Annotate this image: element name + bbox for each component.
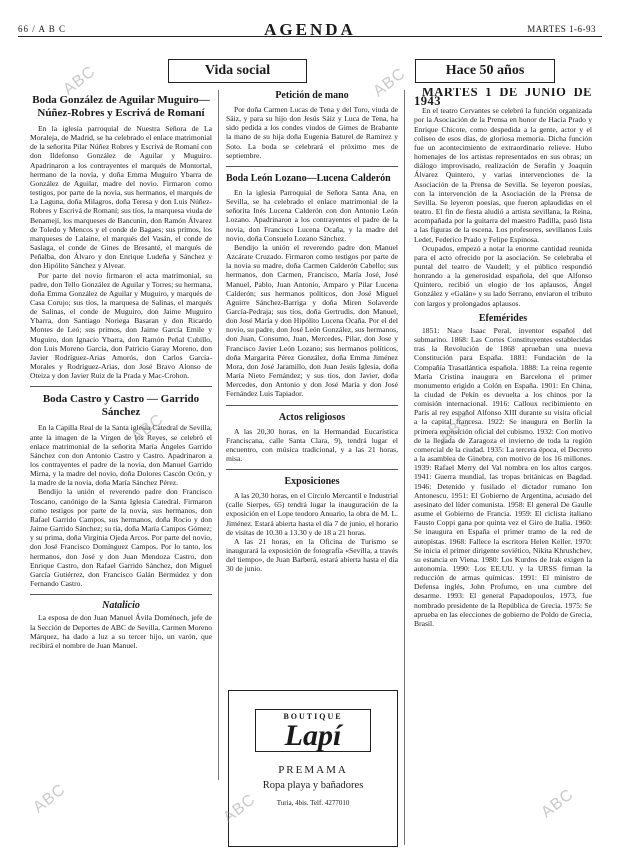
issue-date: MARTES 1-6-93 [527,24,596,34]
left-divider-1 [30,386,212,387]
exhibitions-title: Exposiciones [284,476,340,488]
birth-title: Natalicio [102,600,140,612]
banner-vida-social: Vida social [168,59,307,83]
banner-hace-50-anos: Hace 50 años [415,59,555,83]
page-ref: 66 / A B C [18,24,67,34]
left-divider-2 [30,594,212,595]
history-p2: Ocupados, empezó a notar la enorme cantidad reunida para el acto ofrecido por la asociación. Se celebraba el puntal del teatro de Vaudell; y el público respondió honrando a la generosidad española, del que Alfonso Quintero, recibió un elogio de los aplausos, Ángel González y «Galán» y su lado Serrano, enviaron el tributo con largos y prolongados aplausos. [414,243,592,308]
watermark-7: ABC [538,785,578,822]
middle-divider-3 [226,469,398,470]
wedding2-title: Boda Castro y Castro — Garrido Sánchez [42,393,200,419]
wedding2-p1: En la Capilla Real de la Santa iglesia Catedral de Sevilla, ante la imagen de la Virgen de los Reyes, se celebró el enlace matrimonial de la señorita María Ángeles Garrido Sánchez con don Antonio Castro y Castro. Apadrinaron a los contrayentes el padre de la novia, don Manuel Garrido Mirna, y la madre del novio, doña Dolores Cascón Ocón, y la madre de la novia, doña María Sánchez Pérez. [30,423,212,488]
wedding1-title: Boda González de Aguilar Muguiro—Núñez-Robres y Escrivá de Romaní [32,94,210,119]
middle-divider-1 [226,166,398,167]
engagement-title: Petición de mano [275,90,349,101]
wedding3-title: Boda León Lozano—Lucena Calderón [226,172,391,184]
ad-address: Turia, 4bis. Telf. 4277010 [276,799,350,807]
ad-brand-box [255,709,371,752]
history-p1: En el teatro Cervantes se celebró la función organizada por la Asociación de la Prensa en honor de Hacia Prado y Enrique Chicote, como despedida a la gente, actor y el coliseo de esos días, de gloriosa memoria. Dicha función fue un acontecimiento de extraordinario relieve. Hubo homenajes de los artistas representados en sus obras; un diálogo improvisado, realización de Serafín y Joaquín Álvarez Quintero, y varias intervenciones de la Asociación de la Prensa de Sevilla. Se leyeron poesías, con la intervención de la Asociación de la Prensa de Sevilla. Se leyeron poesías, que fueron aplaudidas en el teatro. El fin de fiesta aludió a artista sevillana, la Reina, acompañada por la guitarra del maestro Padilla, pasó lista a las figuras de la escena. Los profesores, sevillanos Luis Ledet, Federico Prado y Felipe Espinosa. [414,106,592,244]
wedding1-p2: Por parte del novio firmaron el acta matrimonial, su padre, don Tello González de Aguilar y Torres; su hermana, doña Emma González de Aguilar y Muguiro, y marqués de Casa Corujo; sus tíos, la marquesa de Salinas, el marqués de Salinas, el conde de Muguiro, don Jaime Muguiro Ybarra, don Santiago Noriega Basaran y don Ricardo Montes de Leó; sus primos, don Jaime García Emile y Muguiro, don Ignacio Ybarra, don Ramón Peñal Cubillo, don Luis Moreno García, don Patricio Garay Moreno, don Javier Rodríguez-Arias Amorós, don Carlos García-Morales y Rodríguez-Arias, don José Bravo Alonso de Oteiza y don Javier Ruiz de la Prada y Mac-Crohon. [30,270,212,381]
column-rule-2 [404,90,405,845]
ephemerides-title: Efemérides [478,312,528,324]
ad-brand-logo: Lapí [284,719,342,752]
watermark-4: ABC [436,410,476,447]
engagement-p1: Por doña Carmen Lucas de Tena y del Toro, viuda de Sáiz, y para su hijo don Jesús Sáiz y Luca de Tena, ha sido pedida a los condes viudos de Gimes de Brabante la mano de su hija doña Eugenia Baturel de Ramírez y Soto. La boda se celebrará el próximo mes de septiembre. [226,105,398,160]
ad-boutique-label: BOUTIQUE [283,712,343,721]
page-header [0,0,620,39]
birth-p1: La esposa de don Juan Manuel Ávila Doménech, jefe de la Sección de Deportes de ABC de Sevilla, Carmen Moreno Márquez, ha dado a luz a su tercer hijo, un varón, que recibirá el nombre de Juan Manuel. [30,613,212,650]
watermark-1: ABC [60,62,100,99]
ad-premama: PREMAMA [278,764,348,776]
wedding3-p1: En la iglesia Parroquial de Señora Santa Ana, en Sevilla, se ha celebrado el enlace matrimonial de la señorita Inés Lucena Calderón con don Antonio León Lozano. Apadrinaron a los contrayentes el padre de la novia, don Francisco Lucena Ocaña, y la madre del novio, doña Consuelo Lozano Sánchez. [226,187,398,243]
ephemerides-text: 1851: Nace Isaac Peral, inventor español del submarino. 1868: Las Cortes Constituyentes establecidas tras la Revolución de 1868 aprueban una nueva Constitución para España. 1881: Fundación de la Compañía Trasatlántica española. 1888: La reina regente María Cristina inaugura en Barcelona el primer monumento erigido a Colón en España. 1901: En China, la ciudad de Pekín es devuelta a los chinos por la comisión internacional. 1916: Calloux recibimiento en París al rey español Alfonso XIII durante su visita oficial a la capital francesa. 1922: Se inaugura en Berlín la primera exposición oficial del cubismo. 1932: Con motivo de la llegada de Zaragoza el invierno de toda la región comercial de la ciudad. 1935: La tercera época, el Decreto a la asamblea de Ginebra, con motivo de los 16 millones. 1939: Rafael Merry del Val nombra en los altos cargos. 1941: Guerra mundial, las tropas británicas en Bagdad. 1946: Detenido y fusilado el dictador rumano Ion Antonescu. 1951: El Gobierno de Argentina, acusado del asesinato del líder comunista. 1958: El general De Gaulle asume el Gobierno de Francia. 1959: El ciclista italiano Fausto Coppi gana por quinta vez el Giro de Italia. 1960: Se inaugura en España el primer tramo de la red de autopistas. 1968: Fallece la escritora Helen Keller. 1970: Se inicia el primer dirigente soviético, Nikita Khrushchev, su estancia en Viena. 1980: Los Kurdos de Irak exigen la autonomía. 1990: Los EE.UU. y la URSS firman la reducción de armas químicas. 1991: El ministro de Defensa inglés, John Profumo, en una cumbre del desarme. 1993: El general Papadopoulos, 1973, fue nombrado presidente de la República de Grecia. 1975: Se aprueba en las elecciones de gobierno de Poldo de Grecia, Brasil. [414,325,592,628]
watermark-6: ABC [220,790,260,827]
wedding3-p2: Bendijo la unión el reverendo padre don Manuel Azcárate Cruzado. Firmaron como testigos por parte de la novia su madre, doña Carmen Calderón Cabello; sus hermanos, don Carmen, Francisco, María José, José Manuel, Pablo, Juan Antonio, Amparo y Pilar Lucena Calderón; sus hermanos políticos, don José Miguel Aguirre Sánchez-Barriga y doña Miren Solaverde García-Pedraja; sus tíos, doña Gertrudis, don Manuel, don José María y don Hipólito Lucena Ocaña. Por el del novio, su padre, don José León González, sus hermanos, don Juan, Consumo, Juan, Mercedes, Pilar, don Jose y Francisco Javier León Lozano; sus hermanos políticos, doña Margarita Pérez González, doña Emma Jiménez Mora, don José Jaramillo, don Juan Jesús Iglesia, doña María Nieto Fernández; y sus tíos, don Javier, doña Mercedes, don Antonio y don José María y don José Fernández Luis Tapiador. [226,242,398,399]
left-column [30,92,212,847]
wedding2-p2: Bendijo la unión el reverendo padre don Francisco Toscano, canónigo de la Santa Iglesia Catedral. Firmaron como testigos por parte de la novia, sus hermanos, don Rafael Garrido Campos, sus hermanos, doña Rocío y don Jaime Garrido Sánchez; su tía, doña María Campos Gómez; y su prima, doña Virginia Ojeda Arcos. Por parte del novio, don José Francisco Domínguez Campos. Por lo tanto, los hermanos, don José y don Juan Mendoza Castro, don Enrique Castro, don Rafael Garrido Sánchez, don Miguel García Gutiérrez, don Francisco Galán Bermúdez y don Fernando Castro. [30,487,212,589]
religious-title: Actos religiosos [278,411,346,423]
section-title: AGENDA [264,20,356,39]
column-rule-1 [218,90,219,780]
middle-column [226,88,398,686]
religious-p1: A las 20,30 horas, en la Hermandad Eucarística Franciscana, calle Santa Clara, 9), tendrá lugar el encuentro, con música tradicional, y a las 21 horas, misa. [226,426,398,463]
watermark-5: ABC [30,780,70,817]
wedding1-p1: En la iglesia parroquial de Nuestra Señora de La Moraleja, de Madrid, se ha celebrado el enlace matrimonial de la señorita Pilar Núñez Robres y Escrivá de Romaní con don Ildefonso González de Aguilar y Muguiro. Apadrinaron a los contrayentes el marqués de Montortal, hermano de la novia, y doña Emma Muguiro Ybarra de González de Aguilar, madre del novio. Firmaron como testigos, por parte de la novia, sus hermanos, el marqués de La Laguna, doña Milagros, doña Teresa y don Luis Núñez-Robres y Escrivá de Romaní; sus tíos, la marquesa viuda de Benamejí, los marqueses de Bancunin, don Ramón Álvarez de Toledo y Mencos y el conde de Bagaes; sus primos, los marqueses de Lalaine, el marqués del Vasán, el conde de Saslaga, el conde de Gines de Bresanté, el marqués de Peñalba, don Álvaro y don Enrique Ludeña y Sánchez y don Hipólito Sánchez y Alvear. [30,124,212,271]
watermark-2: ABC [370,64,410,101]
boutique-lapi-ad [228,690,398,847]
history-headline: MARTES 1 DE JUNIO DE 1943 [414,88,592,109]
ad-description: Ropa playa y bañadores [262,780,364,791]
middle-divider-2 [226,405,398,406]
exhibitions-p2: A las 21 horas, en la Oficina de Turismo se inaugurará la exposición de fotografía «Sevilla, a través del tiempo», de Juan Barberá, estará abierta hasta el día 30 de junio. [226,536,398,574]
watermark-3: ABC [128,410,168,447]
right-column [414,88,592,846]
exhibitions-p1: A las 20,30 horas, en el Círculo Mercantil e Industrial (calle Sierpes, 65) tendrá lugar la inauguración de la exposición en el Lope teodoro Anuario, la obra de M. L. Jiménez. Estará abierta hasta el día 7 de junio, el horario de visitas de 10.30 a 13.30 y de 18 a 21 horas. [226,491,398,537]
header-rule [18,36,602,37]
